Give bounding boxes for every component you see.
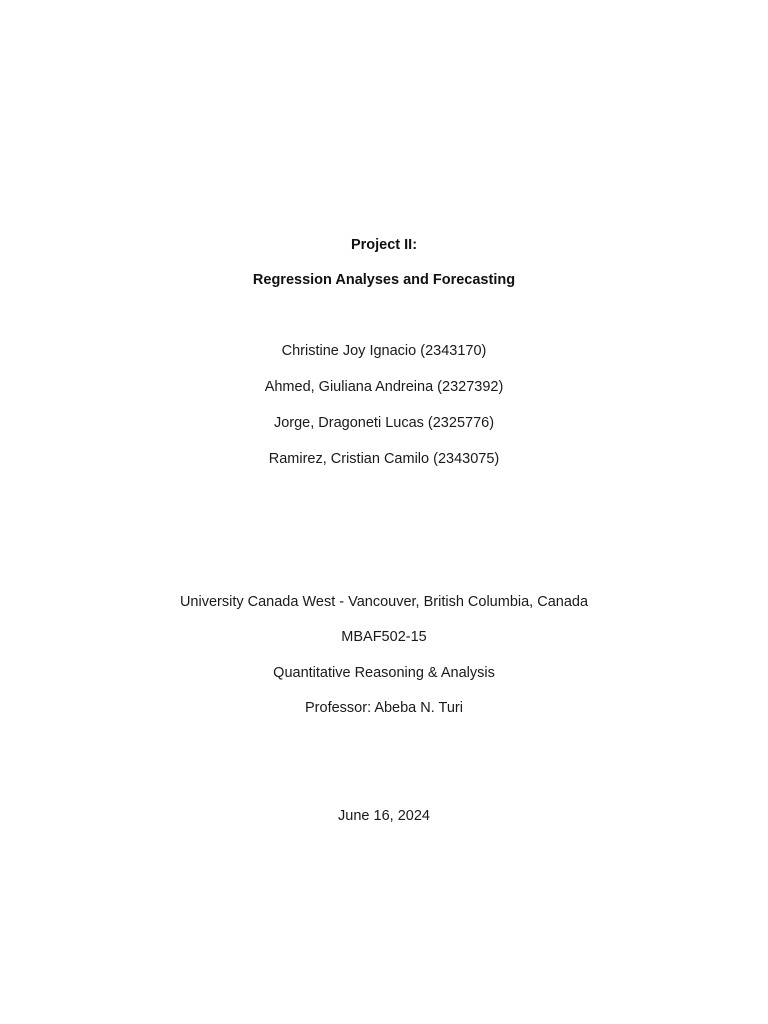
university: University Canada West - Vancouver, British Columbia, Canada — [179, 594, 589, 610]
course-name: Quantitative Reasoning & Analysis — [273, 665, 495, 681]
title-line-1: Project II: — [350, 237, 418, 253]
date: June 16, 2024 — [338, 808, 430, 824]
course-code: MBAF502-15 — [341, 629, 427, 645]
author-2: Ahmed, Giuliana Andreina (2327392) — [264, 379, 504, 395]
title-line-2: Regression Analyses and Forecasting — [252, 272, 516, 288]
author-4: Ramirez, Cristian Camilo (2343075) — [268, 451, 500, 467]
author-1: Christine Joy Ignacio (2343170) — [281, 343, 487, 359]
professor: Professor: Abeba N. Turi — [305, 700, 463, 716]
author-3: Jorge, Dragoneti Lucas (2325776) — [273, 415, 495, 431]
